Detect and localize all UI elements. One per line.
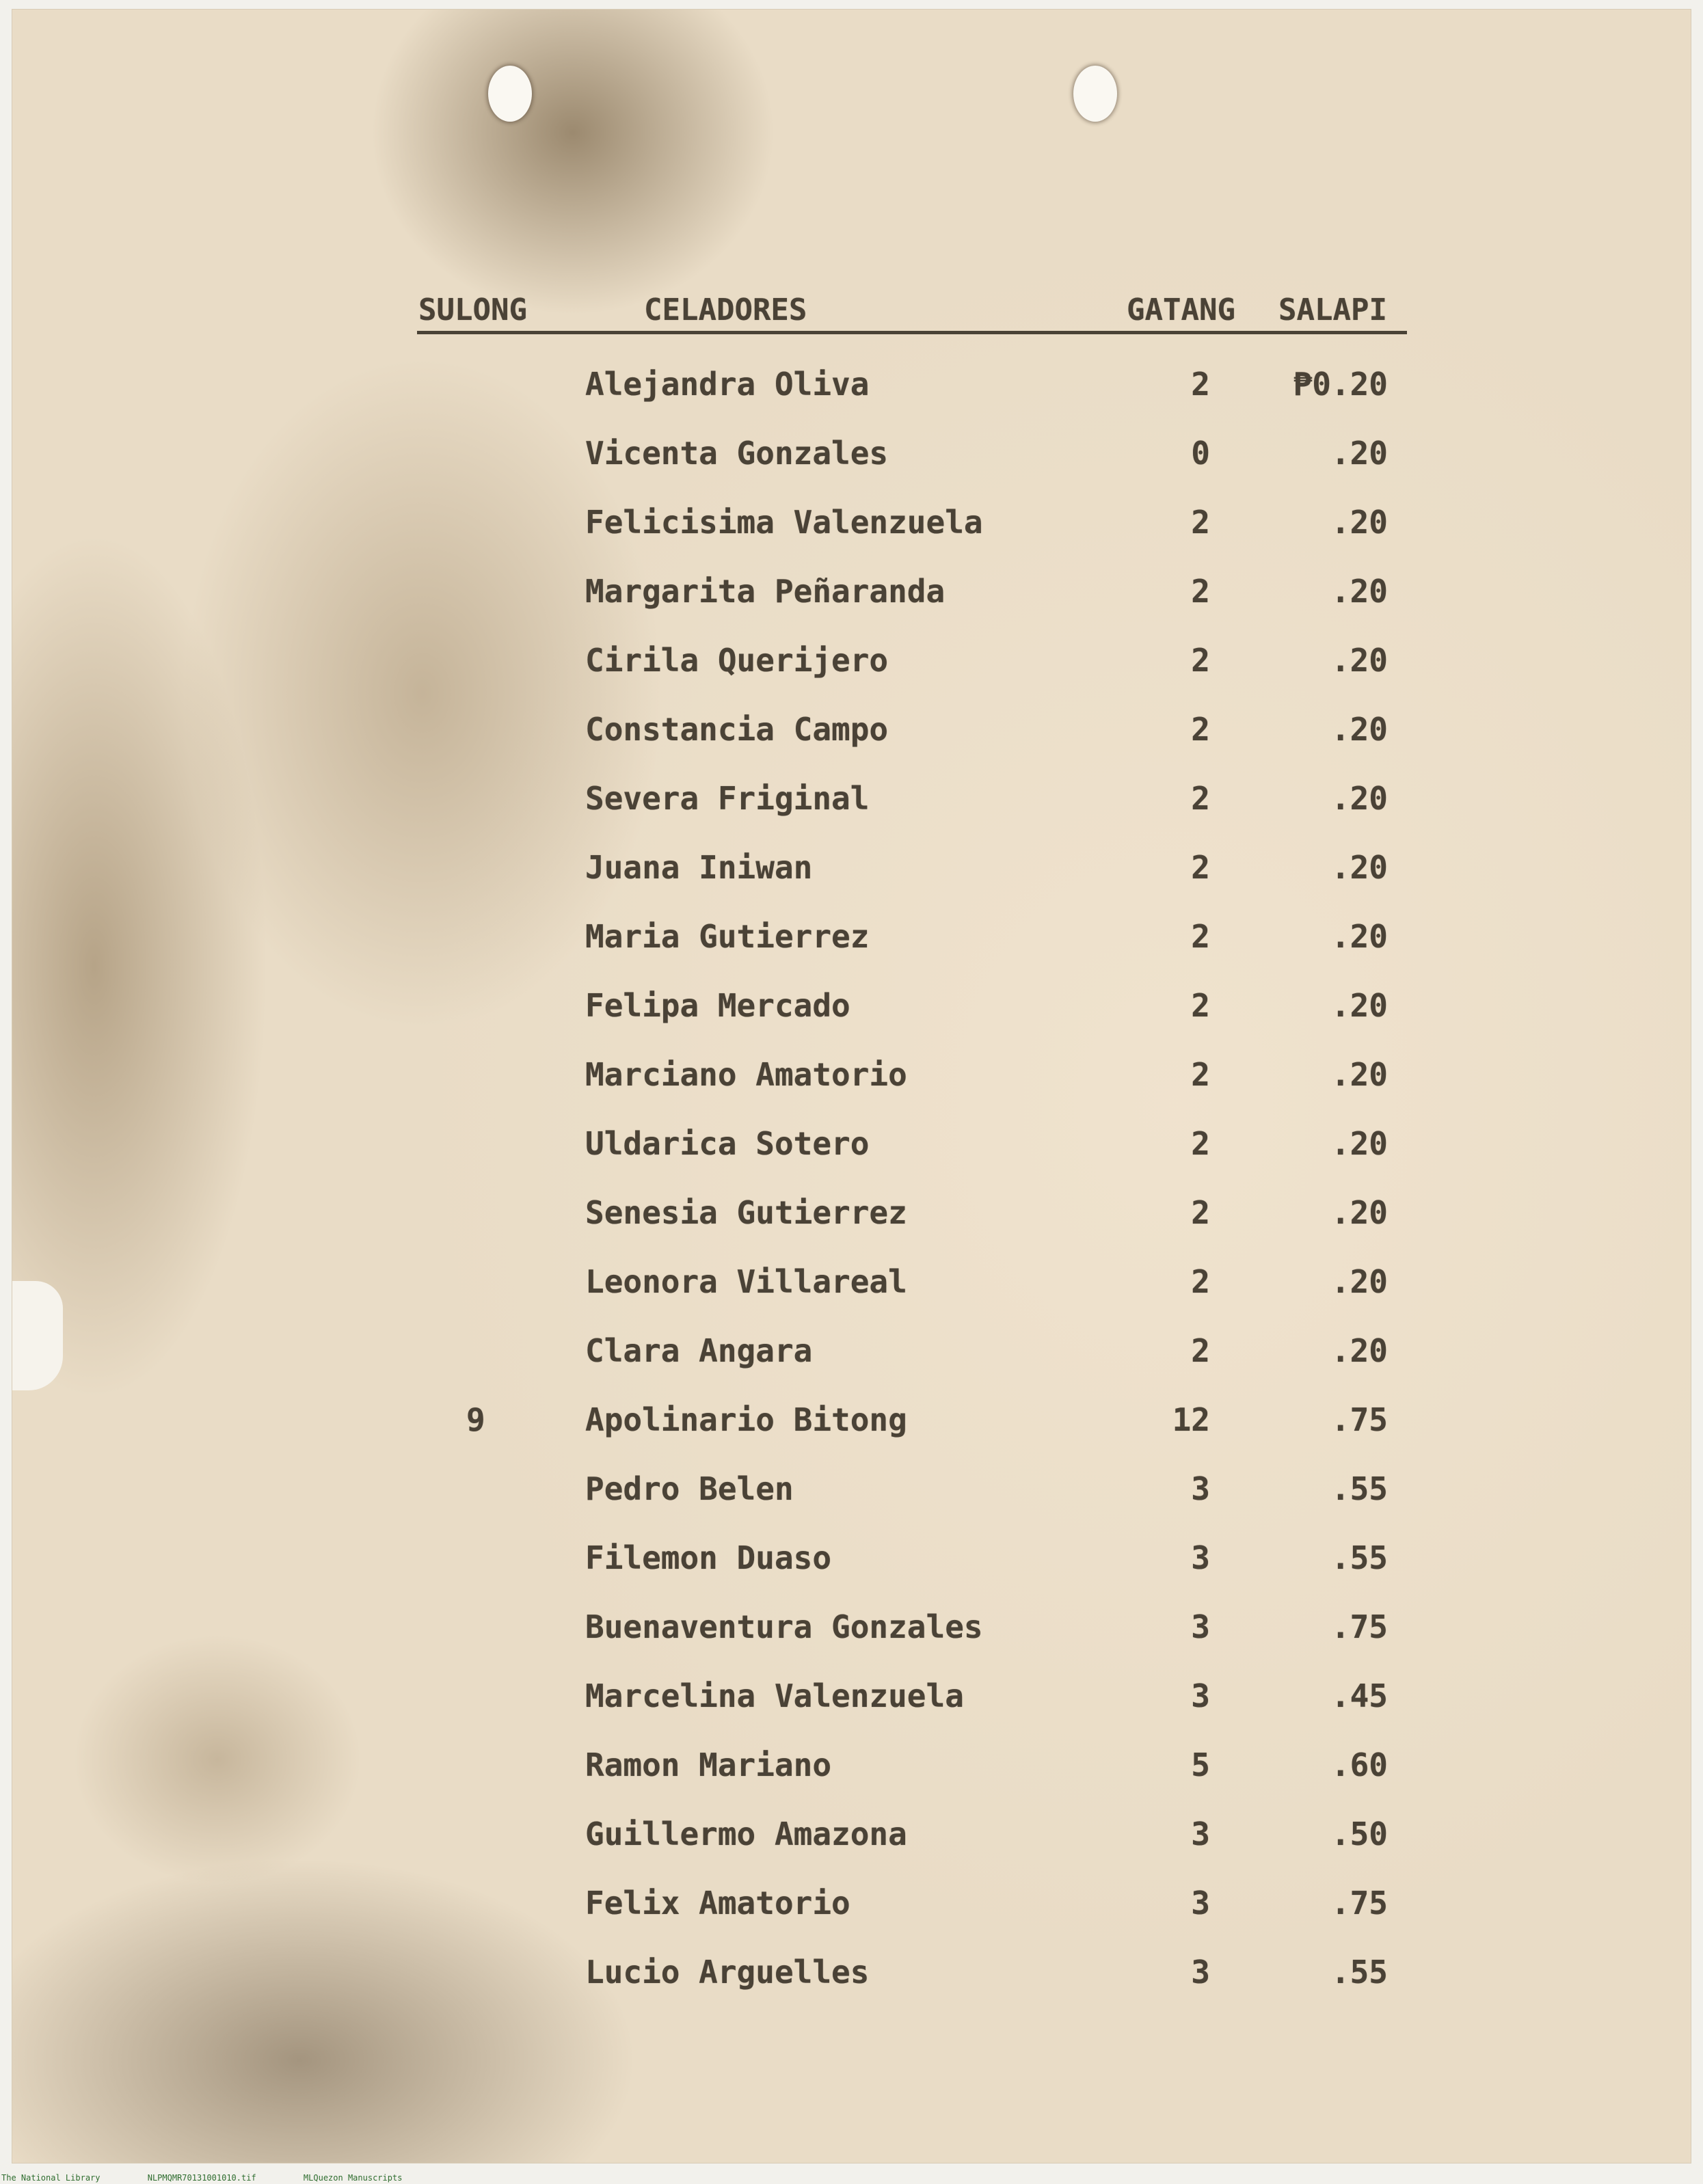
table-row <box>0 916 1703 971</box>
header-celadores: CELADORES <box>644 293 807 327</box>
cell-gatang: 3 <box>1191 1885 1210 1922</box>
cell-name: Margarita Peñaranda <box>585 573 946 610</box>
table-row <box>0 1744 1703 1799</box>
cell-name: Apolinario Bitong <box>585 1401 907 1438</box>
cell-salapi: .20 <box>1330 987 1388 1024</box>
table-row <box>0 1399 1703 1454</box>
cell-name: Leonora Villareal <box>585 1263 907 1300</box>
cell-name: Constancia Campo <box>585 711 889 748</box>
table-row <box>0 1537 1703 1592</box>
scan-footer <box>0 2172 1703 2184</box>
cell-salapi: .20 <box>1330 849 1388 886</box>
cell-name: Filemon Duaso <box>585 1539 832 1576</box>
table-header <box>0 293 1703 334</box>
cell-salapi: .50 <box>1330 1816 1388 1852</box>
cell-salapi: .55 <box>1330 1954 1388 1991</box>
cell-gatang: 2 <box>1191 1194 1210 1231</box>
cell-gatang: 2 <box>1191 987 1210 1024</box>
table-row <box>0 433 1703 487</box>
cell-salapi: ₱0.20 <box>1293 366 1388 403</box>
cell-gatang: 2 <box>1191 1056 1210 1093</box>
cell-salapi: .75 <box>1330 1608 1388 1645</box>
cell-gatang: 2 <box>1191 642 1210 679</box>
footer-filename: NLPMQMR70131001010.tif <box>147 2173 256 2183</box>
cell-name: Ramon Mariano <box>585 1747 832 1783</box>
cell-gatang: 3 <box>1191 1470 1210 1507</box>
table-row <box>0 847 1703 902</box>
cell-gatang: 3 <box>1191 1677 1210 1714</box>
table-row <box>0 1952 1703 2006</box>
cell-sulong: 9 <box>466 1401 485 1438</box>
table-row <box>0 1606 1703 1661</box>
cell-name: Marcelina Valenzuela <box>585 1677 964 1714</box>
cell-salapi: .20 <box>1330 1194 1388 1231</box>
cell-name: Vicenta Gonzales <box>585 435 889 472</box>
cell-salapi: .20 <box>1330 1263 1388 1300</box>
cell-gatang: 2 <box>1191 780 1210 817</box>
table-row <box>0 364 1703 418</box>
cell-name: Guillermo Amazona <box>585 1816 907 1852</box>
table-row <box>0 1814 1703 1868</box>
header-salapi: SALAPI <box>1278 293 1387 327</box>
cell-salapi: .20 <box>1330 918 1388 955</box>
header-underline <box>417 331 1407 334</box>
table-row <box>0 1330 1703 1385</box>
cell-name: Felipa Mercado <box>585 987 850 1024</box>
cell-name: Felix Amatorio <box>585 1885 850 1922</box>
cell-name: Buenaventura Gonzales <box>585 1608 983 1645</box>
table-row <box>0 640 1703 695</box>
punch-hole <box>1073 66 1117 122</box>
cell-name: Juana Iniwan <box>585 849 813 886</box>
cell-name: Lucio Arguelles <box>585 1954 870 1991</box>
cell-gatang: 3 <box>1191 1816 1210 1852</box>
cell-salapi: .20 <box>1330 1125 1388 1162</box>
cell-gatang: 3 <box>1191 1539 1210 1576</box>
cell-name: Pedro Belen <box>585 1470 794 1507</box>
cell-salapi: .20 <box>1330 573 1388 610</box>
cell-salapi: .20 <box>1330 435 1388 472</box>
cell-gatang: 2 <box>1191 711 1210 748</box>
table-row <box>0 571 1703 625</box>
cell-name: Alejandra Oliva <box>585 366 870 403</box>
cell-gatang: 2 <box>1191 1125 1210 1162</box>
cell-gatang: 3 <box>1191 1608 1210 1645</box>
cell-gatang: 2 <box>1191 918 1210 955</box>
table-row <box>0 1468 1703 1523</box>
cell-name: Senesia Gutierrez <box>585 1194 907 1231</box>
punch-hole <box>488 66 532 122</box>
cell-gatang: 2 <box>1191 1332 1210 1369</box>
table-row <box>0 1883 1703 1937</box>
cell-name: Marciano Amatorio <box>585 1056 907 1093</box>
cell-name: Felicisima Valenzuela <box>585 504 983 541</box>
table-row <box>0 985 1703 1040</box>
header-sulong: SULONG <box>418 293 527 327</box>
cell-salapi: .20 <box>1330 1332 1388 1369</box>
cell-salapi: .55 <box>1330 1539 1388 1576</box>
cell-gatang: 2 <box>1191 1263 1210 1300</box>
table-row <box>0 778 1703 833</box>
table-row <box>0 1261 1703 1316</box>
cell-name: Maria Gutierrez <box>585 918 870 955</box>
cell-gatang: 3 <box>1191 1954 1210 1991</box>
cell-gatang: 0 <box>1191 435 1210 472</box>
cell-gatang: 5 <box>1191 1747 1210 1783</box>
cell-name: Cirila Querijero <box>585 642 889 679</box>
cell-salapi: .60 <box>1330 1747 1388 1783</box>
cell-gatang: 2 <box>1191 366 1210 403</box>
table-row <box>0 1123 1703 1178</box>
table-row <box>0 1675 1703 1730</box>
header-gatang: GATANG <box>1127 293 1235 327</box>
cell-salapi: .20 <box>1330 642 1388 679</box>
table-row <box>0 1192 1703 1247</box>
cell-gatang: 2 <box>1191 849 1210 886</box>
table-row <box>0 709 1703 764</box>
cell-gatang: 12 <box>1172 1401 1210 1438</box>
cell-name: Clara Angara <box>585 1332 813 1369</box>
footer-collection: MLQuezon Manuscripts <box>303 2173 403 2183</box>
cell-gatang: 2 <box>1191 504 1210 541</box>
cell-salapi: .20 <box>1330 780 1388 817</box>
cell-salapi: .75 <box>1330 1885 1388 1922</box>
cell-salapi: .20 <box>1330 1056 1388 1093</box>
cell-salapi: .20 <box>1330 504 1388 541</box>
footer-library: The National Library <box>1 2173 100 2183</box>
cell-name: Severa Friginal <box>585 780 870 817</box>
cell-gatang: 2 <box>1191 573 1210 610</box>
cell-salapi: .55 <box>1330 1470 1388 1507</box>
cell-salapi: .75 <box>1330 1401 1388 1438</box>
cell-salapi: .45 <box>1330 1677 1388 1714</box>
cell-salapi: .20 <box>1330 711 1388 748</box>
table-row <box>0 1054 1703 1109</box>
cell-name: Uldarica Sotero <box>585 1125 870 1162</box>
table-row <box>0 502 1703 556</box>
